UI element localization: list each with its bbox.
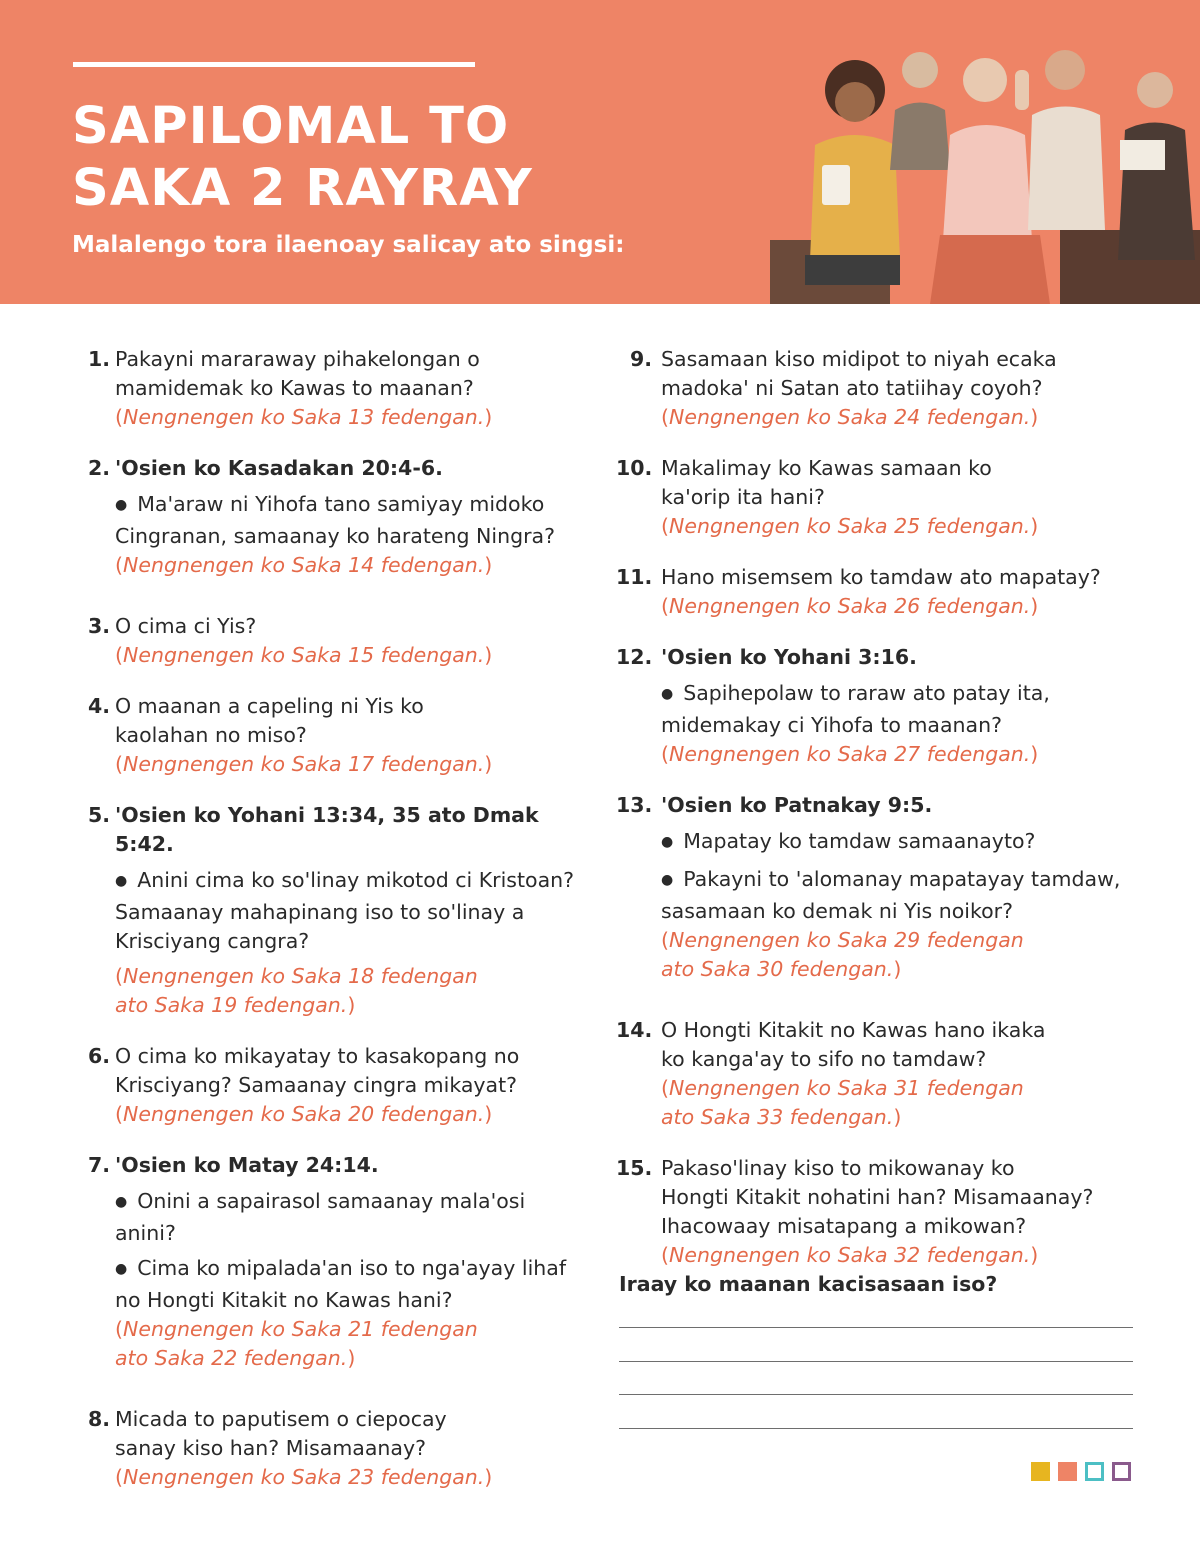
question-12	[616, 643, 1146, 769]
question-number: 5.	[87, 803, 110, 827]
scripture-instruction: 'Osien ko Yohani 3:16.	[661, 645, 917, 669]
bullet-question: ● Onini a sapairasol samaanay mala'osi anini?	[115, 1187, 580, 1248]
lesson-reference: (Nengnengen ko Saka 24 fedengan.)	[661, 405, 1039, 429]
question-number: 14.	[616, 1018, 653, 1042]
lesson-reference: (Nengnengen ko Saka 20 fedengan.)	[115, 1102, 493, 1126]
lesson-reference: (Nengnengen ko Saka 14 fedengan.)	[115, 553, 493, 577]
page-title	[72, 96, 692, 220]
lesson-reference: (Nengnengen ko Saka 13 fedengan.)	[115, 405, 493, 429]
bullet-question: ● Pakayni to 'alomanay mapatayay tamdaw, sasamaan ko demak ni Yis noikor?	[661, 865, 1146, 926]
question-text: Krisciyang? Samaanay cingra mikayat?	[115, 1073, 518, 1097]
bullet-question: ● Mapatay ko tamdaw samaanayto?	[661, 827, 1146, 859]
question-text: Sasamaan kiso midipot to niyah ecaka	[661, 347, 1057, 371]
lesson-reference: (Nengnengen ko Saka 17 fedengan.)	[115, 752, 493, 776]
question-14	[616, 1016, 1146, 1132]
progress-square-filled	[1031, 1462, 1050, 1481]
answer-line[interactable]	[619, 1428, 1133, 1429]
scripture-instruction: 'Osien ko Yohani 13:34, 35 ato Dmak 5:42.	[115, 803, 539, 856]
lesson-reference: (Nengnengen ko Saka 32 fedengan.)	[661, 1243, 1039, 1267]
question-number: 13.	[616, 793, 653, 817]
question-text: sanay kiso han? Misamaanay?	[115, 1436, 426, 1460]
question-number: 1.	[87, 347, 110, 371]
question-number: 12.	[616, 645, 653, 669]
question-text: Hano misemsem ko tamdaw ato mapatay?	[661, 565, 1101, 589]
progress-square-outline	[1085, 1462, 1104, 1481]
questions-left-column	[80, 345, 580, 1514]
question-15	[616, 1154, 1146, 1270]
question-number: 6.	[87, 1044, 110, 1068]
answer-line[interactable]	[619, 1327, 1133, 1328]
lesson-reference: (Nengnengen ko Saka 27 fedengan.)	[661, 742, 1039, 766]
question-11	[616, 563, 1146, 621]
page-subtitle: Malalengo tora ilaenoay salicay ato singsi:	[72, 232, 625, 258]
question-number: 8.	[87, 1407, 110, 1431]
question-10	[616, 454, 1146, 541]
scripture-instruction: 'Osien ko Kasadakan 20:4-6.	[115, 456, 443, 480]
question-number: 9.	[629, 347, 652, 371]
lesson-reference: (Nengnengen ko Saka 25 fedengan.)	[661, 514, 1039, 538]
question-2	[80, 454, 580, 590]
title-line-2: SAKA 2 RAYRAY	[72, 159, 533, 218]
bullet-question: ● Cima ko mipalada'an iso to nga'ayay lihaf no Hongti Kitakit no Kawas hani?	[115, 1254, 580, 1315]
question-number: 4.	[87, 694, 110, 718]
answer-line[interactable]	[619, 1361, 1133, 1362]
question-number: 10.	[616, 456, 653, 480]
lesson-reference: (Nengnengen ko Saka 26 fedengan.)	[661, 594, 1039, 618]
bullet-question: ● Anini cima ko so'linay mikotod ci Kristoan? Samaanay mahapinang iso to so'linay a Krisciyang cangra?	[115, 866, 580, 956]
lesson-reference: (Nengnengen ko Saka 31 fedengan ato Saka 33 fedengan.)	[661, 1076, 1024, 1129]
people-illustration	[760, 30, 1200, 304]
question-number: 3.	[87, 614, 110, 638]
question-number: 11.	[616, 565, 653, 589]
lesson-reference: (Nengnengen ko Saka 23 fedengan.)	[115, 1465, 493, 1489]
title-line-1: SAPILOMAL TO	[72, 97, 510, 156]
scripture-instruction: 'Osien ko Matay 24:14.	[115, 1153, 379, 1177]
question-text: ko kanga'ay to sifo no tamdaw?	[661, 1047, 987, 1071]
question-text: Makalimay ko Kawas samaan ko	[661, 456, 992, 480]
answer-line[interactable]	[619, 1394, 1133, 1395]
question-text: O cima ci Yis?	[115, 614, 257, 638]
bullet-question: ● Ma'araw ni Yihofa tano samiyay midoko Cingranan, samaanay ko harateng Ningra?	[115, 490, 580, 551]
closing-question: Iraay ko maanan kacisasaan iso?	[619, 1272, 998, 1296]
question-9	[616, 345, 1146, 432]
question-text: mamidemak ko Kawas to maanan?	[115, 376, 474, 400]
question-text: Micada to paputisem o ciepocay	[115, 1407, 447, 1431]
question-8	[80, 1405, 580, 1492]
lesson-reference: (Nengnengen ko Saka 21 fedengan ato Saka 22 fedengan.)	[115, 1317, 478, 1370]
question-text: ka'orip ita hani?	[661, 485, 825, 509]
question-5	[80, 801, 580, 1020]
question-text: O Hongti Kitakit no Kawas hano ikaka	[661, 1018, 1046, 1042]
question-text: madoka' ni Satan ato tatiihay coyoh?	[661, 376, 1043, 400]
question-text: O maanan a capeling ni Yis ko	[115, 694, 424, 718]
question-text: O cima ko mikayatay to kasakopang no	[115, 1044, 520, 1068]
question-1	[80, 345, 580, 432]
progress-square-outline	[1112, 1462, 1131, 1481]
lesson-reference: (Nengnengen ko Saka 18 fedengan ato Saka 19 fedengan.)	[115, 964, 478, 1017]
question-text: Ihacowaay misatapang a mikowan?	[661, 1214, 1027, 1238]
question-text: Pakaso'linay kiso to mikowanay ko	[661, 1156, 1015, 1180]
lesson-reference: (Nengnengen ko Saka 29 fedengan ato Saka 30 fedengan.)	[661, 928, 1024, 981]
bullet-question: ● Sapihepolaw to raraw ato patay ita, midemakay ci Yihofa to maanan?	[661, 679, 1146, 740]
question-13	[616, 791, 1146, 994]
question-text: kaolahan no miso?	[115, 723, 307, 747]
question-7	[80, 1151, 580, 1383]
questions-right-column	[616, 345, 1146, 1292]
question-text: Hongti Kitakit nohatini han? Misamaanay?	[661, 1185, 1094, 1209]
scripture-instruction: 'Osien ko Patnakay 9:5.	[661, 793, 933, 817]
question-6	[80, 1042, 580, 1129]
header-rule	[73, 62, 475, 67]
question-number: 2.	[87, 456, 110, 480]
question-3	[80, 612, 580, 670]
question-number: 15.	[616, 1156, 653, 1180]
question-4	[80, 692, 580, 779]
progress-square-filled	[1058, 1462, 1077, 1481]
lesson-reference: (Nengnengen ko Saka 15 fedengan.)	[115, 643, 493, 667]
header-banner	[0, 0, 1200, 304]
question-number: 7.	[87, 1153, 110, 1177]
question-text: Pakayni mararaway pihakelongan o	[115, 347, 480, 371]
